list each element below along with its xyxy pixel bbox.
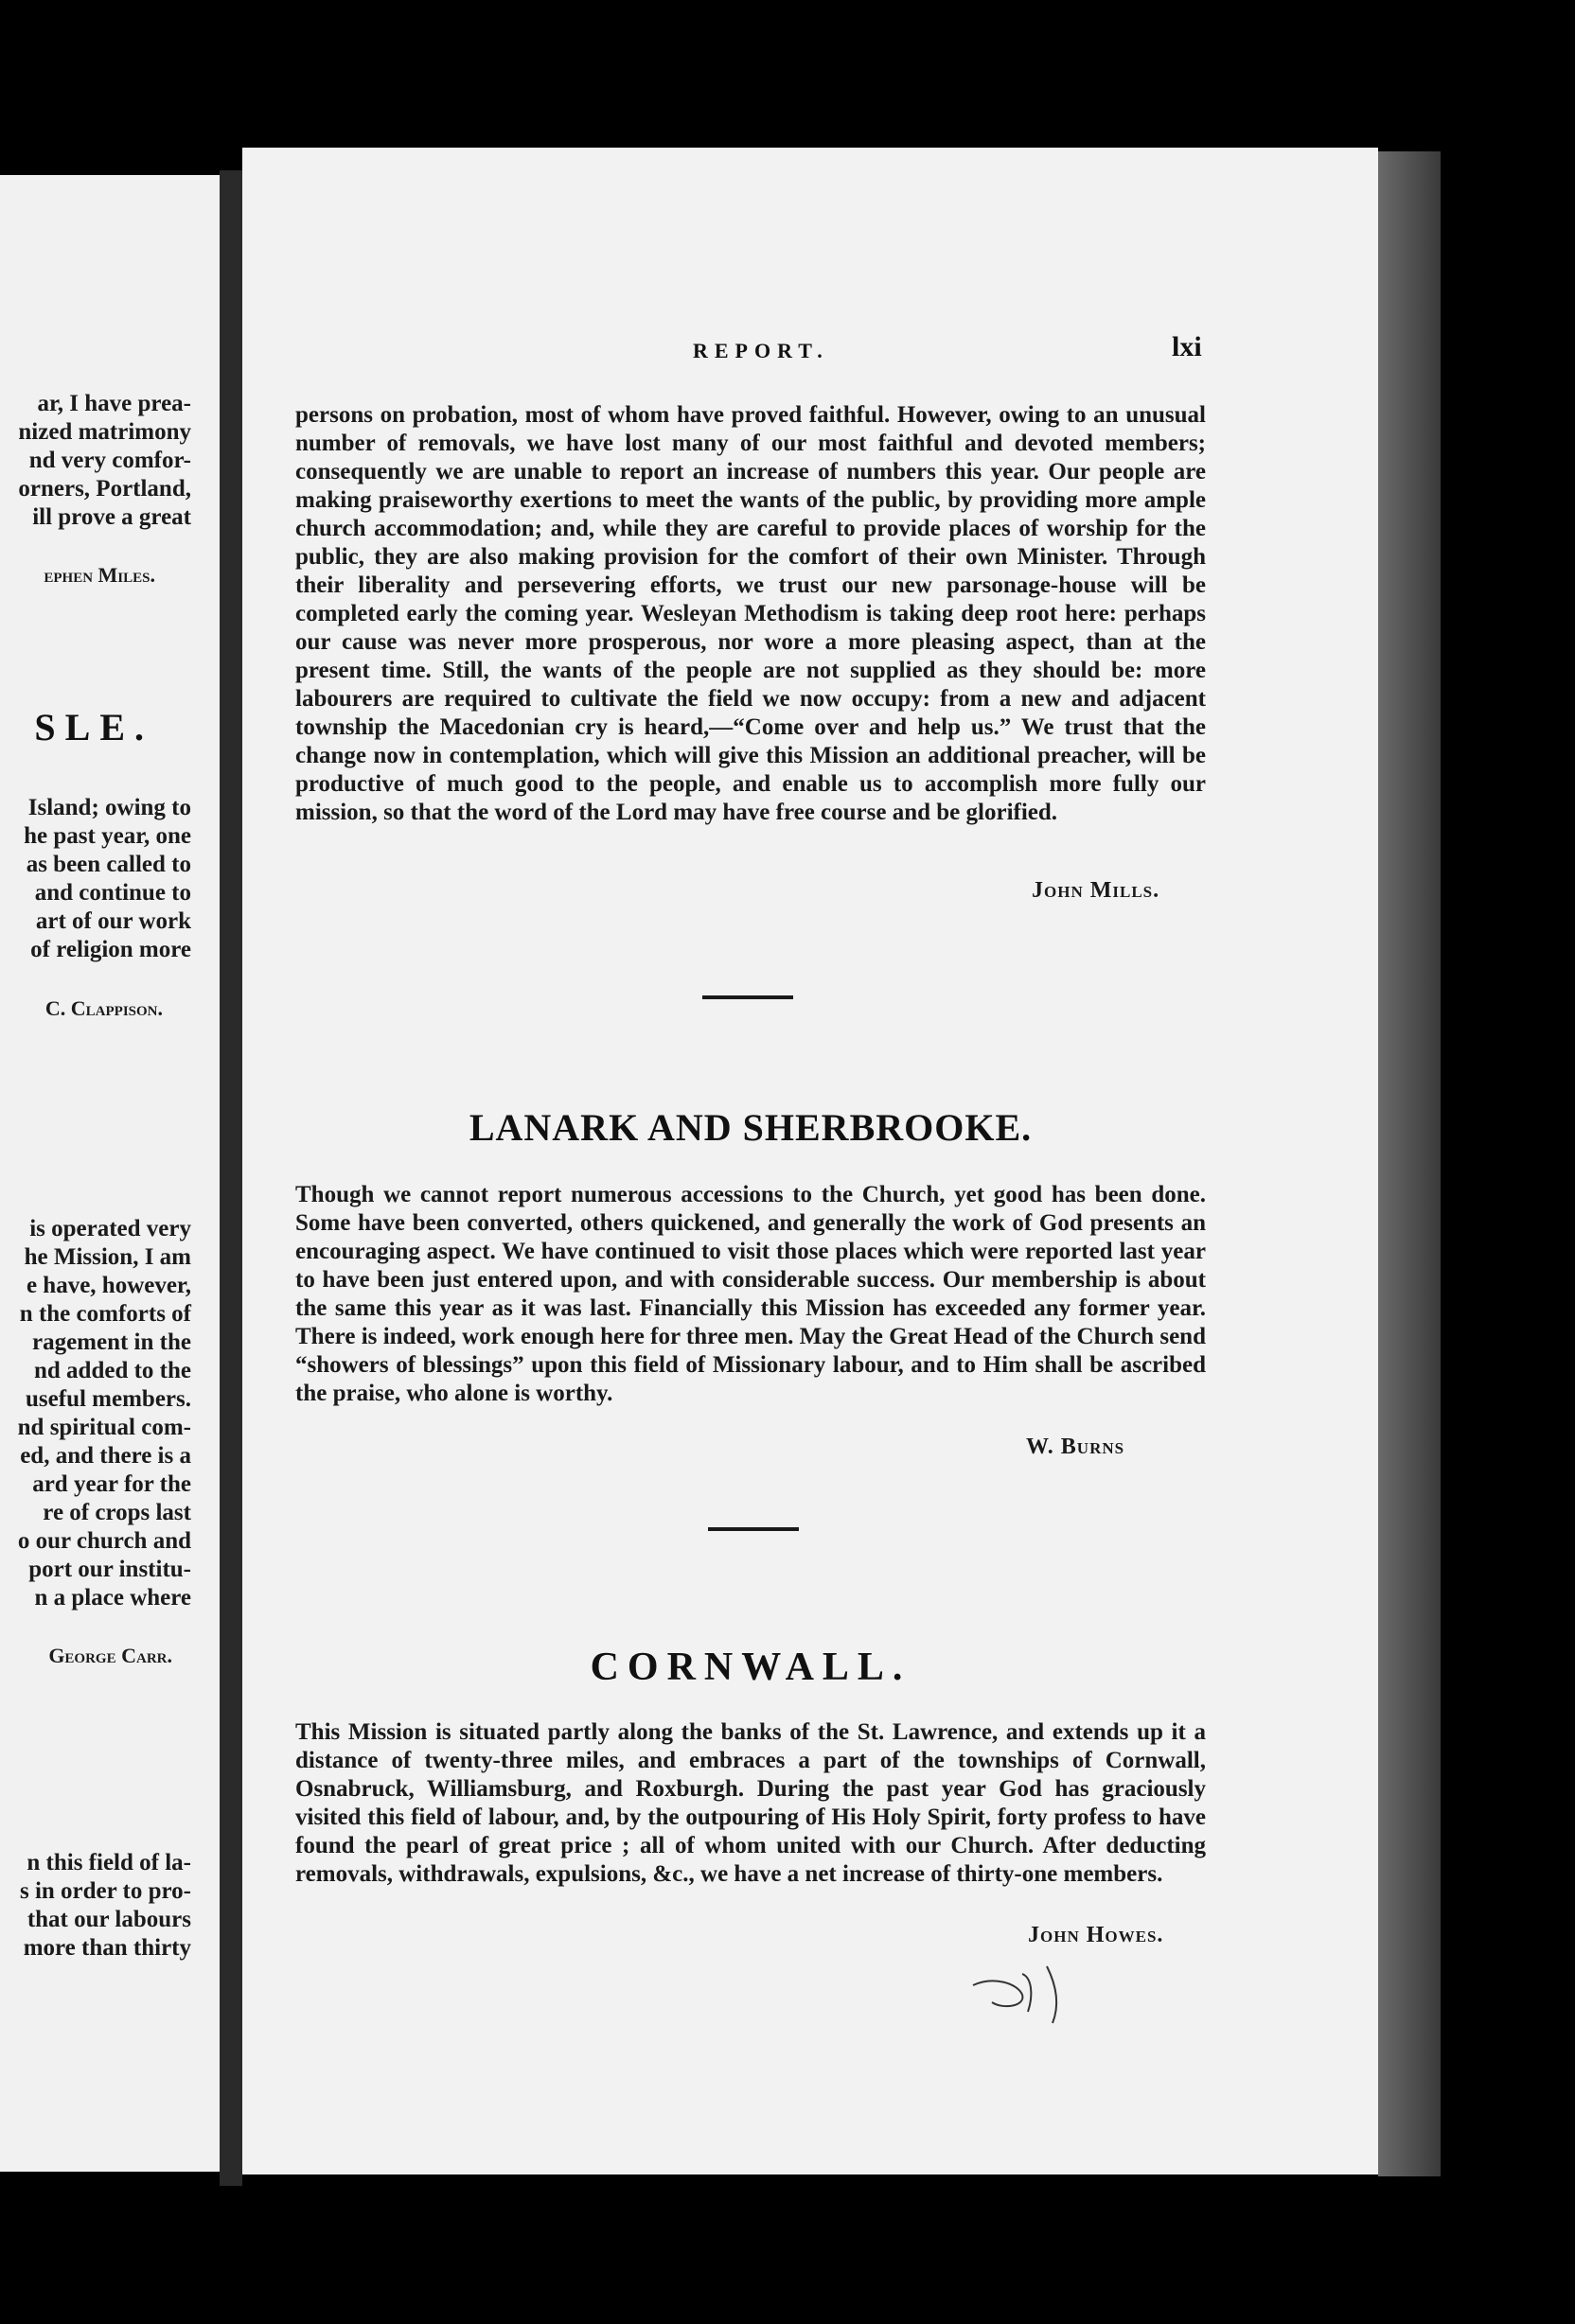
section-heading: CORNWALL. bbox=[590, 1646, 911, 1689]
left-line: he Mission, I am bbox=[24, 1244, 191, 1270]
left-line: ragement in the bbox=[31, 1329, 191, 1355]
signature: W. Burns bbox=[1026, 1435, 1125, 1459]
left-line: e have, however, bbox=[26, 1273, 191, 1298]
left-line: ed, and there is a bbox=[20, 1443, 191, 1469]
section-heading: LANARK AND SHERBROOKE. bbox=[469, 1106, 1033, 1149]
signature: John Howes. bbox=[1028, 1923, 1164, 1947]
page-number: lxi bbox=[1172, 331, 1202, 362]
left-line: nd added to the bbox=[33, 1358, 191, 1383]
left-line: n this field of la- bbox=[27, 1850, 191, 1875]
left-signature: C. Clappison. bbox=[44, 996, 163, 1020]
left-line: ill prove a great bbox=[32, 504, 191, 530]
body-paragraph: This Mission is situated partly along the banks of the St. Lawrence, and extends up it a distance of twenty-three miles, and embraces a part of the townships of Cornwall, Osnabruck, Williamsburg, and Roxburgh. During the past year God has graciously visited this field of labour, and, by the outpouring of His Holy Spirit, forty profess to have found the pearl of great price ; all of whom united with our Church. After deducting removals, withdrawals, expulsions, &c., we have a net increase of thirty-one members. bbox=[295, 1719, 1206, 1887]
left-line: as been called to bbox=[26, 852, 191, 877]
section-divider bbox=[708, 1527, 799, 1531]
left-heading: SLE. bbox=[34, 706, 153, 748]
left-line: he past year, one bbox=[24, 823, 191, 849]
book-gutter bbox=[220, 170, 242, 2186]
left-line: nized matrimony bbox=[18, 419, 191, 445]
left-signature: George Carr. bbox=[48, 1644, 172, 1667]
left-line: n the comforts of bbox=[19, 1301, 191, 1327]
left-line: orners, Portland, bbox=[18, 476, 191, 502]
left-line: is operated very bbox=[29, 1216, 191, 1241]
page-edge-shadow bbox=[1378, 151, 1441, 2176]
left-line: Island; owing to bbox=[27, 795, 191, 820]
running-head: REPORT. bbox=[693, 339, 829, 362]
left-line: re of crops last bbox=[43, 1500, 191, 1525]
left-line: nd spiritual com- bbox=[17, 1415, 191, 1440]
body-paragraph: Though we cannot report numerous accessions to the Church, yet good has been done. Some have been converted, others quickened, and generally the work of God presents an encouraging aspect. We have continued to visit those places which were reported last year to have been just entered upon, and with considerable success. Our membership is about the same this year as it was last. Financially this Mission has exceeded any former year. There is indeed, work enough here for three men. May the Great Head of the Church send “showers of blessings” upon this field of Missionary labour, and to Him shall be ascribed the praise, who alone is worthy. bbox=[295, 1182, 1206, 1406]
left-signature: ephen Miles. bbox=[44, 563, 155, 587]
handwritten-mark bbox=[965, 1957, 1088, 2033]
section-divider bbox=[702, 995, 793, 999]
left-line: of religion more bbox=[30, 937, 191, 962]
left-line: useful members. bbox=[26, 1386, 191, 1412]
left-line: nd very comfor- bbox=[28, 448, 191, 473]
left-line: n a place where bbox=[34, 1585, 191, 1611]
signature: John Mills. bbox=[1032, 878, 1160, 903]
left-line: art of our work bbox=[35, 908, 191, 934]
left-line: ard year for the bbox=[32, 1471, 191, 1497]
body-paragraph: persons on probation, most of whom have proved faithful. However, owing to an unusual number of removals, we have lost many of our most faithful and devoted members; consequently we are unable to report an increase of numbers this year. Our people are making praiseworthy exertions to meet the wants of the public, by providing more ample church accommodation; and, while they are careful to provide places of worship for the public, they are also making provision for the comfort of their own Minister. Through their liberality and persevering efforts, we trust our new parsonage-house will be completed early the coming year. Wesleyan Methodism is taking deep root here: perhaps our cause was never more prosperous, nor wore a more pleasing aspect, than at the present time. Still, the wants of the people are not supplied as they should be: more labourers are required to cultivate the field we now occupy: from a new and adjacent township the Macedonian cry is heard,—“Come over and help us.” We trust that the change now in contemplation, which will give this Mission an additional preacher, will be productive of much good to the people, and enable us to accomplish more fully our mission, so that the word of the Lord may have free course and be glorified. bbox=[295, 402, 1206, 825]
left-line: ar, I have prea- bbox=[37, 391, 191, 416]
left-line: s in order to pro- bbox=[19, 1878, 191, 1904]
left-line: more than thirty bbox=[23, 1935, 191, 1961]
left-line: and continue to bbox=[34, 880, 191, 906]
left-page-fragment bbox=[0, 175, 220, 2172]
left-line: that our labours bbox=[27, 1907, 191, 1932]
left-line: port our institu- bbox=[28, 1557, 191, 1582]
left-line: o our church and bbox=[17, 1528, 191, 1554]
